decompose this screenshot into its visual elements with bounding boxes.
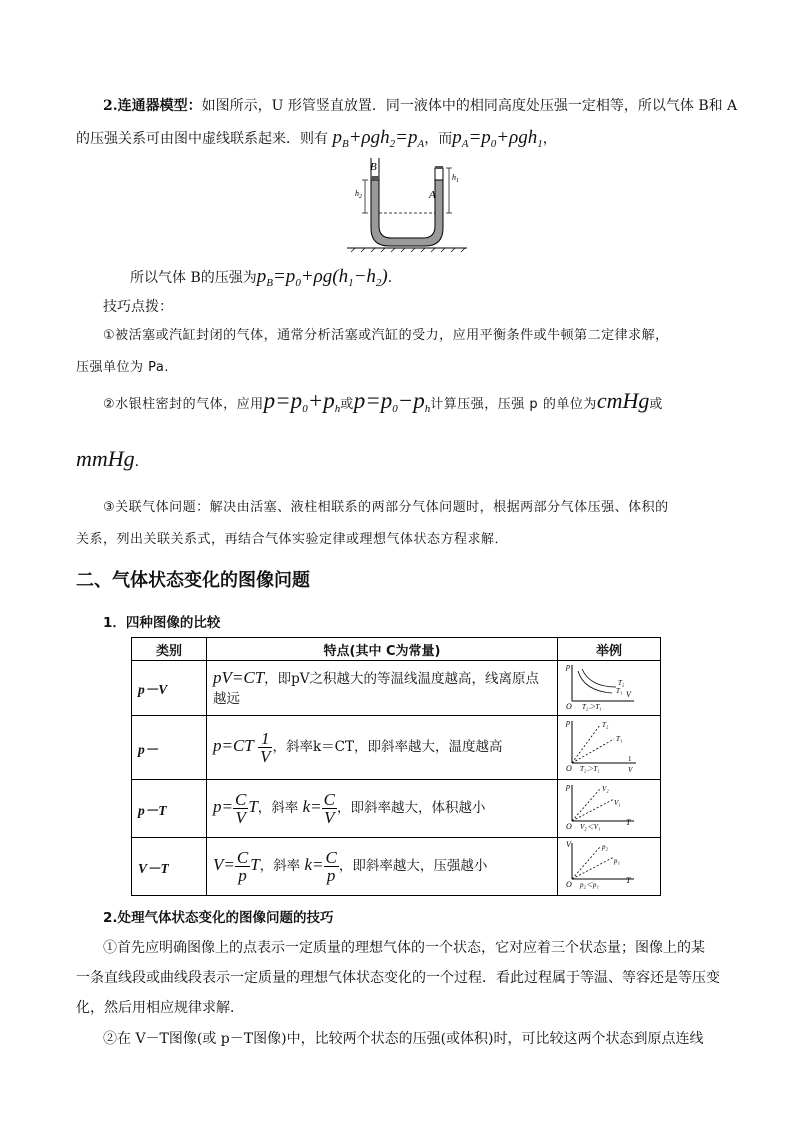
svg-text:O: O [566,702,572,711]
tip3-line1: ③关联气体问题：解决由活塞、液柱相联系的两部分气体问题时，根据两部分气体压强、体积的 [103,500,669,515]
svg-text:p₁: p₁ [614,856,620,865]
para1-line2: 一条直线段或曲线段表示一定质量的理想气体状态变化的一个过程．看此过程属于等温、等容还是等压变 [76,970,720,986]
subheading-techniques: 2.处理气体状态变化的图像问题的技巧 [103,910,334,926]
equation-vt-t: T [250,855,260,874]
tip2-or: 或 [340,397,354,412]
svg-text:T₂: T₂ [602,720,609,729]
svg-text:p₂＜p₁: p₂＜p₁ [580,880,599,889]
para1-line3: 化，然后用相应规律求解． [76,1000,244,1016]
comparison-table [131,637,661,896]
tip1-line1: ①被活塞或汽缸封闭的气体，通常分析活塞或汽缸的受力，应用平衡条件或牛顿第二定律求解， [103,328,669,343]
text-line2: 的压强关系可由图中虚线联系起来．则有 [76,131,328,147]
tip1-line2: 压强单位为 Pa. [76,360,169,375]
table-row [132,716,661,780]
tip2-mid: 计算压强，压强 p 的单位为 [430,397,597,412]
equation-pt-k: k= [302,797,322,816]
unit-mmhg: mmHg [76,446,135,471]
equation-pb: $p_B+\rho gh_2=p_A$ [332,127,425,150]
text-result: 所以气体 B的压强为 [130,270,257,286]
header-category: 类别 [132,638,207,661]
graph-p-inv-v [564,717,644,775]
tip2-or2: 或 [649,397,663,412]
tip2-prefix: ②水银柱密封的气体，应用 [103,397,264,412]
svg-text:O: O [566,763,572,773]
para1-line1: ①首先应明确图像上的点表示一定质量的理想气体的一个状态，它对应着三个状态量；图像上的某 [103,940,705,956]
unit-cmhg: cmHg [596,388,650,413]
example-pv [558,661,661,716]
equation-pt-p: p= [213,797,233,816]
row-feature-pv [207,661,558,716]
graph-vt [564,839,644,891]
heading-connector-model: 2.连通器模型： [103,98,202,114]
para2-line1: ②在 V－T图像(或 p－T图像)中，比较两个状态的压强(或体积)时，可比较这两个状态到原点连线 [103,1031,704,1047]
equation-result: $p_B=p_0+\rho g(h_1-h_2)$ [256,266,388,289]
svg-text:T₂: T₂ [618,679,625,687]
row-feature-vt [207,838,558,896]
svg-text:O: O [566,879,572,889]
equation-vt-v: V= [213,855,235,874]
svg-text:V: V [626,690,631,699]
text-line1: 如图所示，U 形管竖直放置．同一液体中的相同高度处压强一定相等，所以气体 B和 A [201,98,738,114]
label-B: B [370,161,377,173]
feature-text-pt-2: ，即斜率越大，体积越小 [336,800,486,816]
fraction-c-over-p: $\frac{C}{p}$ [236,848,249,885]
label-h2: $h_2$ [355,189,362,200]
svg-text:V₂: V₂ [602,784,609,793]
example-vt [558,838,661,896]
tip2-line [103,390,663,420]
graph-pv [564,661,644,711]
feature-text-p-inv-v: ，斜率k＝CT，即斜率越大，温度越高 [272,739,503,755]
svg-text:p₂: p₂ [602,842,608,851]
equation-p-inv-v: p=CT [213,736,254,755]
header-features: 特点(其中 C为常量) [207,638,558,661]
svg-text:V: V [566,839,571,849]
section2-title: 二、气体状态变化的图像问题 [76,570,310,591]
table-row [132,661,661,716]
tip3-line2: 关系，列出关联关系式，再结合气体实验定律或理想气体状态方程求解． [76,532,509,547]
equation-vt-k: k= [304,855,324,874]
svg-text:p: p [566,717,570,727]
svg-text:p: p [566,781,570,791]
svg-text:T₂＞T₁: T₂＞T₁ [580,764,600,773]
u-tube-figure [345,158,470,253]
svg-text:T₁: T₁ [616,734,623,743]
equation-tip2b: $p=p_0-p_h$ [353,388,431,415]
row-type-vt: V－T [132,838,207,896]
tips-title: 技巧点拨： [103,299,173,315]
header-example: 举例 [558,638,661,661]
equation-pa: $p_A=p_0+\rho gh_1$ [452,127,543,150]
graph-pt [564,781,644,833]
tip2-line2 [76,448,139,473]
fraction-1-over-v: $\frac{1}{V}$ [260,729,271,766]
label-A: A [429,189,436,201]
tip2-end: . [134,454,140,470]
equation-pt-t: T [248,797,258,816]
paragraph-connector-model [103,95,737,117]
feature-text-pv: ，即pV之积越大的等温线温度越高，线离原点越远 [213,670,540,707]
fraction-c-over-p-2: $\frac{C}{p}$ [325,848,337,885]
svg-text:V: V [628,765,633,774]
svg-text:T₁: T₁ [616,687,623,695]
text-comma: ， [542,131,557,147]
feature-text-pt: ，斜率 [257,800,299,816]
fraction-c-over-v-2: $\frac{C}{V}$ [323,790,335,827]
svg-text:O: O [566,821,572,831]
row-type-p-inv-v: p－ [132,716,207,780]
fraction-c-over-v: $\frac{C}{V}$ [234,790,247,827]
svg-text:V₁: V₁ [614,798,621,807]
feature-text-vt: ，斜率 [259,858,301,874]
row-type-pt: p－T [132,780,207,838]
svg-text:1: 1 [628,754,632,763]
table-header-row [132,638,661,661]
equation-pv: pV=CT [213,667,265,687]
subheading-four-graphs: 1．四种图像的比较 [103,615,221,631]
text-and: ，而 [424,131,453,147]
equation-tip2a: $p=p_0+p_h$ [263,388,341,415]
feature-text-vt-2: ，即斜率越大，压强越小 [338,858,488,874]
row-type-pv: p－V [132,661,207,716]
row-feature-pt [207,780,558,838]
svg-text:p: p [566,662,570,671]
svg-text:V₂＜V₁: V₂＜V₁ [580,822,601,831]
table-row [132,780,661,838]
example-pt [558,780,661,838]
svg-text:T: T [626,875,631,885]
table-row [132,838,661,896]
svg-text:T₂＞T₁: T₂＞T₁ [582,703,602,711]
example-p-inv-v [558,716,661,780]
paragraph-line2 [76,127,557,155]
paragraph-result: 所以气体 B的压强为$p_B=p_0+\rho g(h_1-h_2)$. [130,266,393,289]
svg-text:T: T [626,817,631,827]
label-h1: $h_1$ [452,173,459,184]
row-feature-p-inv-v [207,716,558,780]
